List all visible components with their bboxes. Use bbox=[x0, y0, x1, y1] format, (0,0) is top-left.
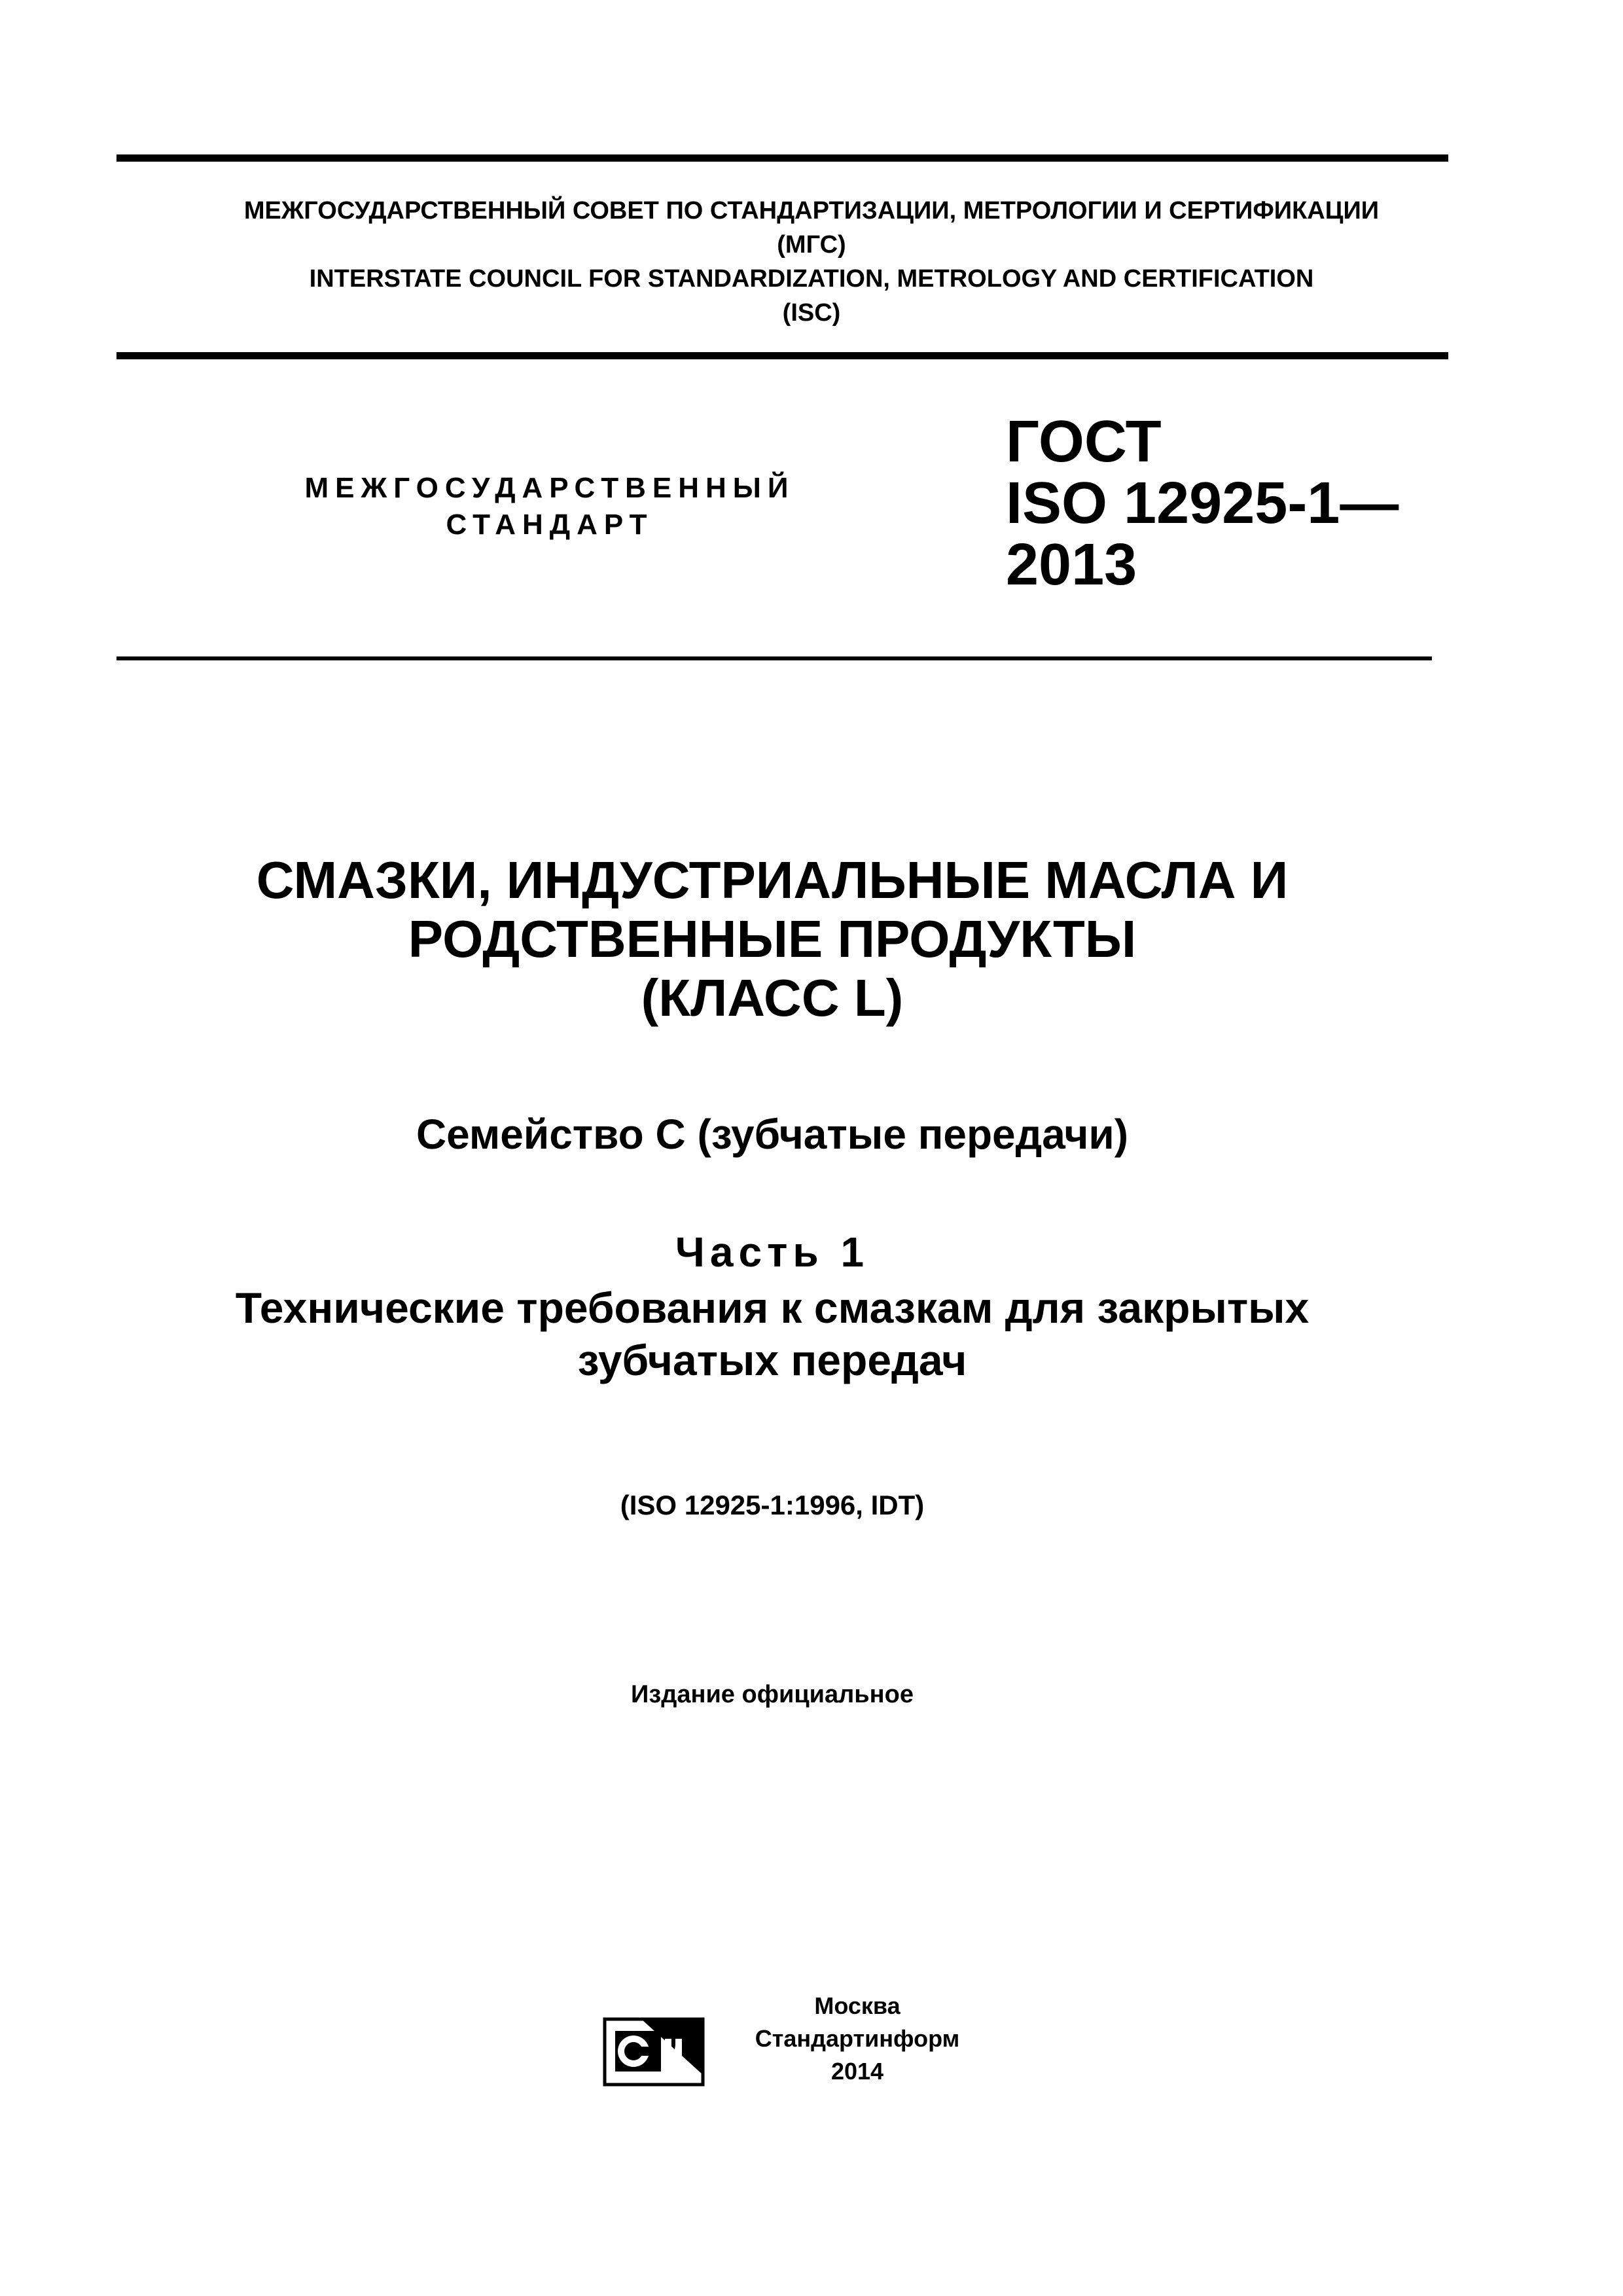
designation-line3: 2013 bbox=[1006, 532, 1137, 598]
standartinform-logo-icon bbox=[602, 2013, 707, 2088]
council-abbr-en: (ISC) bbox=[782, 299, 841, 327]
title-line1: СМАЗКИ, ИНДУСТРИАЛЬНЫЕ МАСЛА И bbox=[256, 851, 1289, 909]
council-bottom-rule bbox=[116, 352, 1448, 359]
part-title bbox=[0, 1282, 1584, 1386]
standard-type bbox=[223, 470, 877, 543]
iso-reference: (ISO 12925-1:1996, IDT) bbox=[620, 1490, 925, 1520]
publisher-name: Стандартинформ bbox=[755, 2025, 960, 2052]
publisher-block bbox=[740, 1990, 975, 2088]
part-title-line2: зубчатых передач bbox=[577, 1336, 967, 1384]
part-label: Часть 1 bbox=[675, 1229, 870, 1276]
title-line2: РОДСТВЕННЫЕ ПРОДУКТЫ bbox=[408, 910, 1137, 968]
header-bottom-rule bbox=[116, 656, 1432, 660]
council-block bbox=[0, 194, 1623, 330]
publisher-year: 2014 bbox=[830, 2058, 884, 2085]
council-name-ru: МЕЖГОСУДАРСТВЕННЫЙ СОВЕТ ПО СТАНДАРТИЗАЦИИ, МЕТРОЛОГИИ И СЕРТИФИКАЦИИ bbox=[243, 197, 1380, 224]
designation-line1: ГОСТ bbox=[1006, 409, 1162, 475]
publisher-city: Москва bbox=[814, 1992, 901, 2019]
council-abbr-ru: (МГС) bbox=[777, 231, 846, 259]
standard-type-line1: МЕЖГОСУДАРСТВЕННЫЙ bbox=[304, 472, 795, 504]
standard-type-line2: СТАНДАРТ bbox=[446, 509, 654, 541]
family-subtitle: Семейство С (зубчатые передачи) bbox=[416, 1111, 1129, 1158]
title-line3: (КЛАСС L) bbox=[641, 969, 904, 1027]
document-title bbox=[0, 851, 1584, 1028]
edition-note: Издание официальное bbox=[631, 1681, 914, 1708]
standard-designation bbox=[1006, 411, 1399, 596]
designation-line2: ISO 12925-1— bbox=[1006, 471, 1399, 536]
top-rule bbox=[116, 154, 1448, 162]
part-title-line1: Технические требования к смазкам для закрытых bbox=[235, 1283, 1310, 1332]
council-name-en: INTERSTATE COUNCIL FOR STANDARDIZATION, METROLOGY AND CERTIFICATION bbox=[309, 265, 1314, 293]
